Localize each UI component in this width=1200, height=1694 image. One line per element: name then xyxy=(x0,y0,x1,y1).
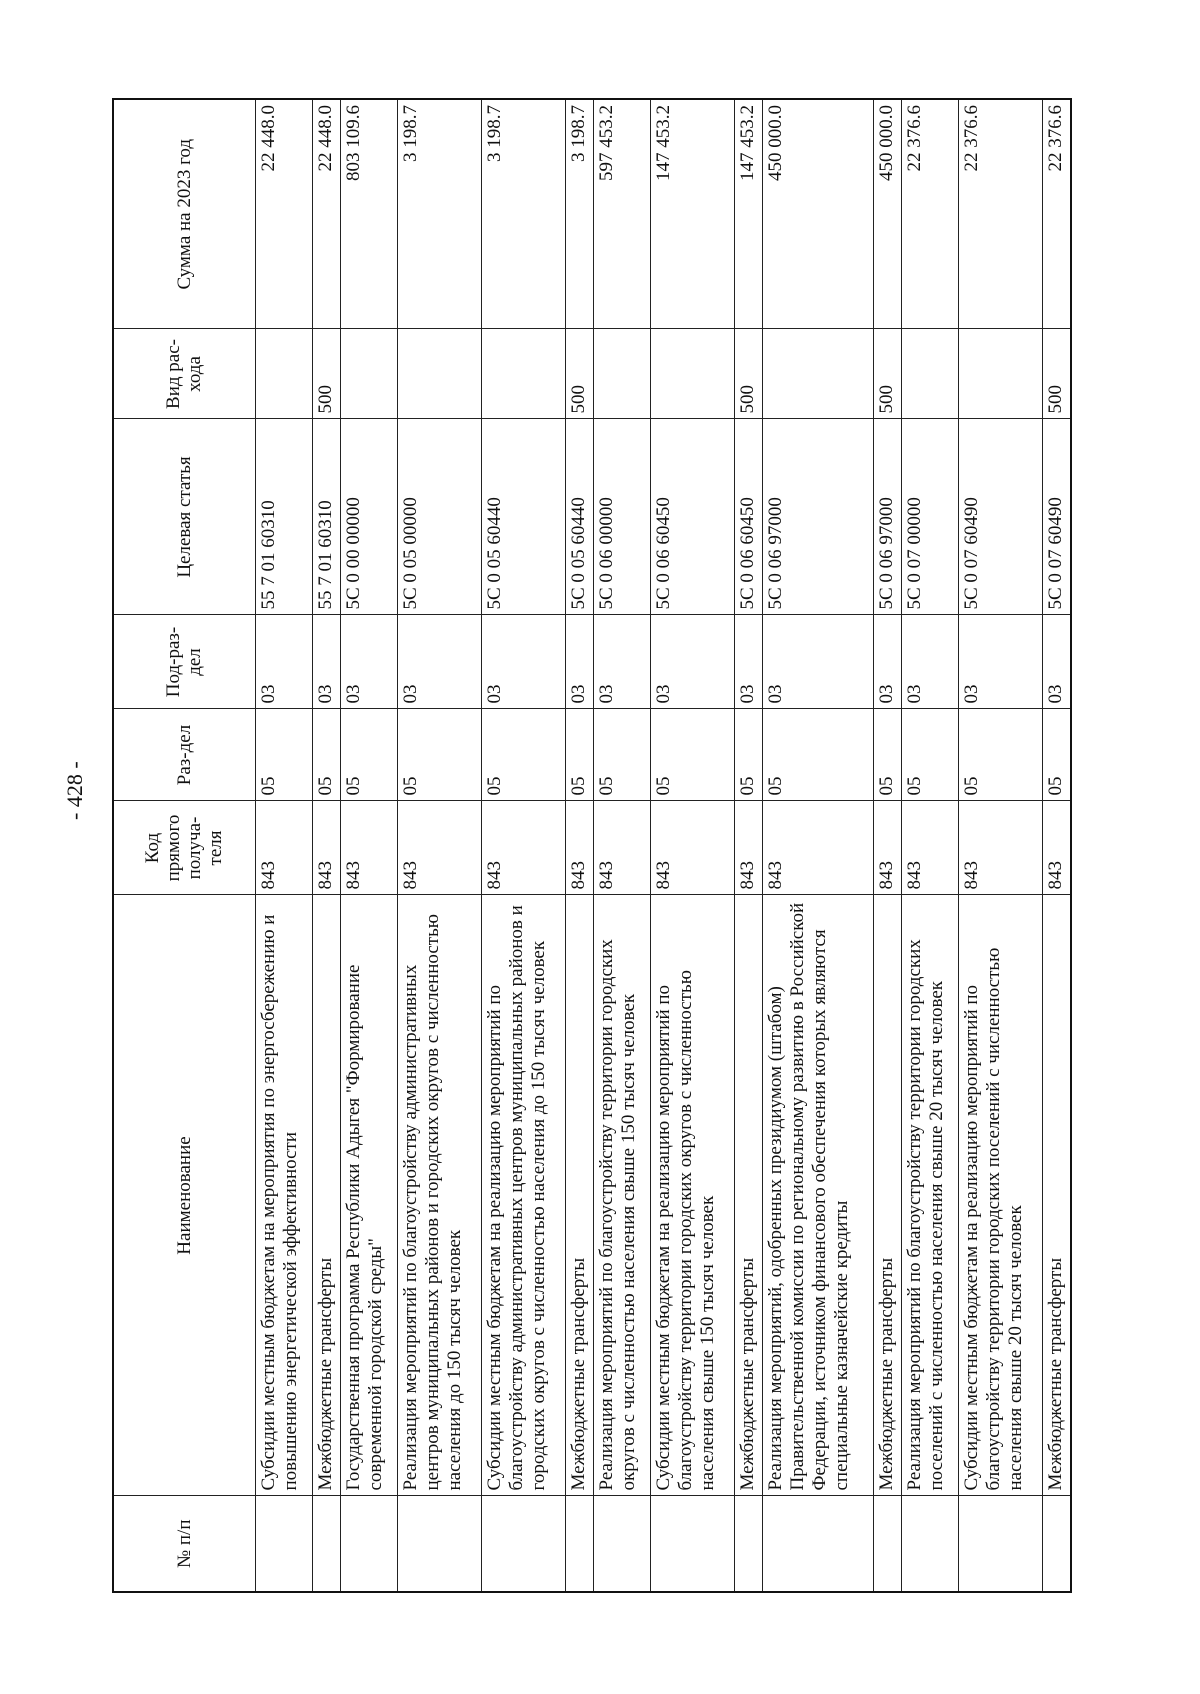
cell-section: 05 xyxy=(959,709,1043,801)
cell-article: 5С 0 05 60440 xyxy=(565,419,594,615)
table-row xyxy=(481,99,565,1592)
cell-name: Реализация мероприятий по благоустройству территории городских поселений с численностью населения свыше 20 тысяч человек xyxy=(902,895,959,1496)
cell-expense-type xyxy=(763,329,873,419)
cell-amount: 22 376.6 xyxy=(1042,99,1071,329)
header-name: Наименование xyxy=(113,895,255,1496)
cell-expense-type: 500 xyxy=(312,329,341,419)
cell-name: Государственная программа Республики Адыгея "Формирование современной городской среды" xyxy=(341,895,398,1496)
cell-article: 5С 0 06 00000 xyxy=(594,419,651,615)
cell-amount: 3 198.7 xyxy=(398,99,482,329)
table-row xyxy=(873,99,902,1592)
table-row xyxy=(651,99,735,1592)
cell-subsection: 03 xyxy=(312,615,341,709)
table-row xyxy=(341,99,398,1592)
table-row xyxy=(763,99,873,1592)
cell-subsection: 03 xyxy=(651,615,735,709)
cell-amount: 450 000.0 xyxy=(873,99,902,329)
cell-article: 5С 0 05 00000 xyxy=(398,419,482,615)
cell-name: Субсидии местным бюджетам на мероприятия по энергосбережению и повышению энергетической эффективности xyxy=(255,895,312,1496)
cell-expense-type xyxy=(341,329,398,419)
cell-amount: 147 453.2 xyxy=(734,99,763,329)
cell-num xyxy=(594,1496,651,1592)
header-code: Код прямого получа-теля xyxy=(113,801,255,895)
cell-amount: 22 448.0 xyxy=(312,99,341,329)
cell-expense-type: 500 xyxy=(734,329,763,419)
cell-section: 05 xyxy=(565,709,594,801)
cell-expense-type xyxy=(398,329,482,419)
cell-article: 5С 0 06 97000 xyxy=(873,419,902,615)
cell-code: 843 xyxy=(255,801,312,895)
cell-article: 5С 0 07 00000 xyxy=(902,419,959,615)
cell-amount: 3 198.7 xyxy=(481,99,565,329)
table-header-row xyxy=(113,99,255,1592)
cell-subsection: 03 xyxy=(1042,615,1071,709)
cell-code: 843 xyxy=(1042,801,1071,895)
cell-section: 05 xyxy=(312,709,341,801)
cell-subsection: 03 xyxy=(594,615,651,709)
cell-subsection: 03 xyxy=(481,615,565,709)
cell-code: 843 xyxy=(734,801,763,895)
cell-code: 843 xyxy=(651,801,735,895)
cell-name: Межбюджетные трансферты xyxy=(312,895,341,1496)
table-row xyxy=(959,99,1043,1592)
rotated-table-container xyxy=(112,100,1072,1593)
cell-expense-type xyxy=(651,329,735,419)
cell-name: Реализация мероприятий по благоустройству административных центров муниципальных районов и городских округов с численностью населения до 150 тысяч человек xyxy=(398,895,482,1496)
cell-num xyxy=(651,1496,735,1592)
cell-name: Субсидии местным бюджетам на реализацию мероприятий по благоустройству административных центров муниципальных районов и городских округов с численностью населения до 150 тысяч человек xyxy=(481,895,565,1496)
header-section: Раз-дел xyxy=(113,709,255,801)
cell-subsection: 03 xyxy=(734,615,763,709)
cell-code: 843 xyxy=(873,801,902,895)
cell-num xyxy=(873,1496,902,1592)
cell-num xyxy=(481,1496,565,1592)
cell-num xyxy=(565,1496,594,1592)
cell-section: 05 xyxy=(734,709,763,801)
cell-article: 55 7 01 60310 xyxy=(255,419,312,615)
cell-name: Межбюджетные трансферты xyxy=(565,895,594,1496)
cell-amount: 22 376.6 xyxy=(959,99,1043,329)
header-num: № п/п xyxy=(113,1496,255,1592)
cell-subsection: 03 xyxy=(763,615,873,709)
table-row xyxy=(255,99,312,1592)
cell-code: 843 xyxy=(398,801,482,895)
cell-num xyxy=(902,1496,959,1592)
cell-amount: 803 109.6 xyxy=(341,99,398,329)
cell-name: Межбюджетные трансферты xyxy=(734,895,763,1496)
header-amount: Сумма на 2023 год xyxy=(113,99,255,329)
cell-expense-type xyxy=(594,329,651,419)
cell-article: 5С 0 05 60440 xyxy=(481,419,565,615)
cell-num xyxy=(312,1496,341,1592)
cell-section: 05 xyxy=(873,709,902,801)
table-row xyxy=(734,99,763,1592)
cell-name: Реализация мероприятий, одобренных президиумом (штабом) Правительственной комиссии по региональному развитию в Российской Федерации, источником финансового обеспечения которых являются специальные казначейские кредиты xyxy=(763,895,873,1496)
cell-amount: 597 453.2 xyxy=(594,99,651,329)
cell-num xyxy=(398,1496,482,1592)
cell-subsection: 03 xyxy=(398,615,482,709)
table-body xyxy=(255,99,1071,1592)
cell-article: 5С 0 06 60450 xyxy=(651,419,735,615)
table-row xyxy=(565,99,594,1592)
cell-num xyxy=(1042,1496,1071,1592)
cell-section: 05 xyxy=(1042,709,1071,801)
header-expense-type: Вид рас-хода xyxy=(113,329,255,419)
cell-subsection: 03 xyxy=(341,615,398,709)
cell-code: 843 xyxy=(341,801,398,895)
table-row xyxy=(902,99,959,1592)
table-row xyxy=(1042,99,1071,1592)
cell-code: 843 xyxy=(312,801,341,895)
cell-section: 05 xyxy=(341,709,398,801)
cell-expense-type xyxy=(255,329,312,419)
cell-section: 05 xyxy=(902,709,959,801)
cell-expense-type: 500 xyxy=(873,329,902,419)
cell-amount: 22 376.6 xyxy=(902,99,959,329)
cell-section: 05 xyxy=(481,709,565,801)
cell-amount: 450 000.0 xyxy=(763,99,873,329)
cell-code: 843 xyxy=(565,801,594,895)
header-subsection: Под-раз-дел xyxy=(113,615,255,709)
cell-name: Межбюджетные трансферты xyxy=(873,895,902,1496)
cell-subsection: 03 xyxy=(255,615,312,709)
cell-section: 05 xyxy=(763,709,873,801)
cell-name: Реализация мероприятий по благоустройству территории городских округов с численностью населения свыше 150 тысяч человек xyxy=(594,895,651,1496)
cell-subsection: 03 xyxy=(902,615,959,709)
cell-subsection: 03 xyxy=(873,615,902,709)
cell-article: 55 7 01 60310 xyxy=(312,419,341,615)
budget-table xyxy=(112,98,1072,1593)
cell-section: 05 xyxy=(594,709,651,801)
cell-article: 5С 0 06 60450 xyxy=(734,419,763,615)
cell-code: 843 xyxy=(959,801,1043,895)
cell-name: Межбюджетные трансферты xyxy=(1042,895,1071,1496)
cell-expense-type xyxy=(481,329,565,419)
cell-section: 05 xyxy=(651,709,735,801)
cell-subsection: 03 xyxy=(565,615,594,709)
cell-article: 5С 0 06 97000 xyxy=(763,419,873,615)
table-row xyxy=(398,99,482,1592)
cell-section: 05 xyxy=(255,709,312,801)
cell-num xyxy=(734,1496,763,1592)
cell-amount: 147 453.2 xyxy=(651,99,735,329)
cell-num xyxy=(763,1496,873,1592)
cell-article: 5С 0 00 00000 xyxy=(341,419,398,615)
cell-num xyxy=(959,1496,1043,1592)
cell-amount: 22 448.0 xyxy=(255,99,312,329)
cell-expense-type xyxy=(902,329,959,419)
header-article: Целевая статья xyxy=(113,419,255,615)
cell-code: 843 xyxy=(902,801,959,895)
cell-code: 843 xyxy=(481,801,565,895)
cell-amount: 3 198.7 xyxy=(565,99,594,329)
table-row xyxy=(312,99,341,1592)
cell-subsection: 03 xyxy=(959,615,1043,709)
cell-code: 843 xyxy=(594,801,651,895)
cell-expense-type: 500 xyxy=(565,329,594,419)
cell-code: 843 xyxy=(763,801,873,895)
cell-num xyxy=(255,1496,312,1592)
page-number: - 428 - xyxy=(62,761,87,820)
table-row xyxy=(594,99,651,1592)
cell-article: 5С 0 07 60490 xyxy=(959,419,1043,615)
cell-section: 05 xyxy=(398,709,482,801)
cell-article: 5С 0 07 60490 xyxy=(1042,419,1071,615)
cell-name: Субсидии местным бюджетам на реализацию мероприятий по благоустройству территории городских поселений с численностью населения свыше 20 тысяч человек xyxy=(959,895,1043,1496)
cell-expense-type: 500 xyxy=(1042,329,1071,419)
cell-expense-type xyxy=(959,329,1043,419)
cell-name: Субсидии местным бюджетам на реализацию мероприятий по благоустройству территории городских округов с численностью населения свыше 150 тысяч человек xyxy=(651,895,735,1496)
cell-num xyxy=(341,1496,398,1592)
